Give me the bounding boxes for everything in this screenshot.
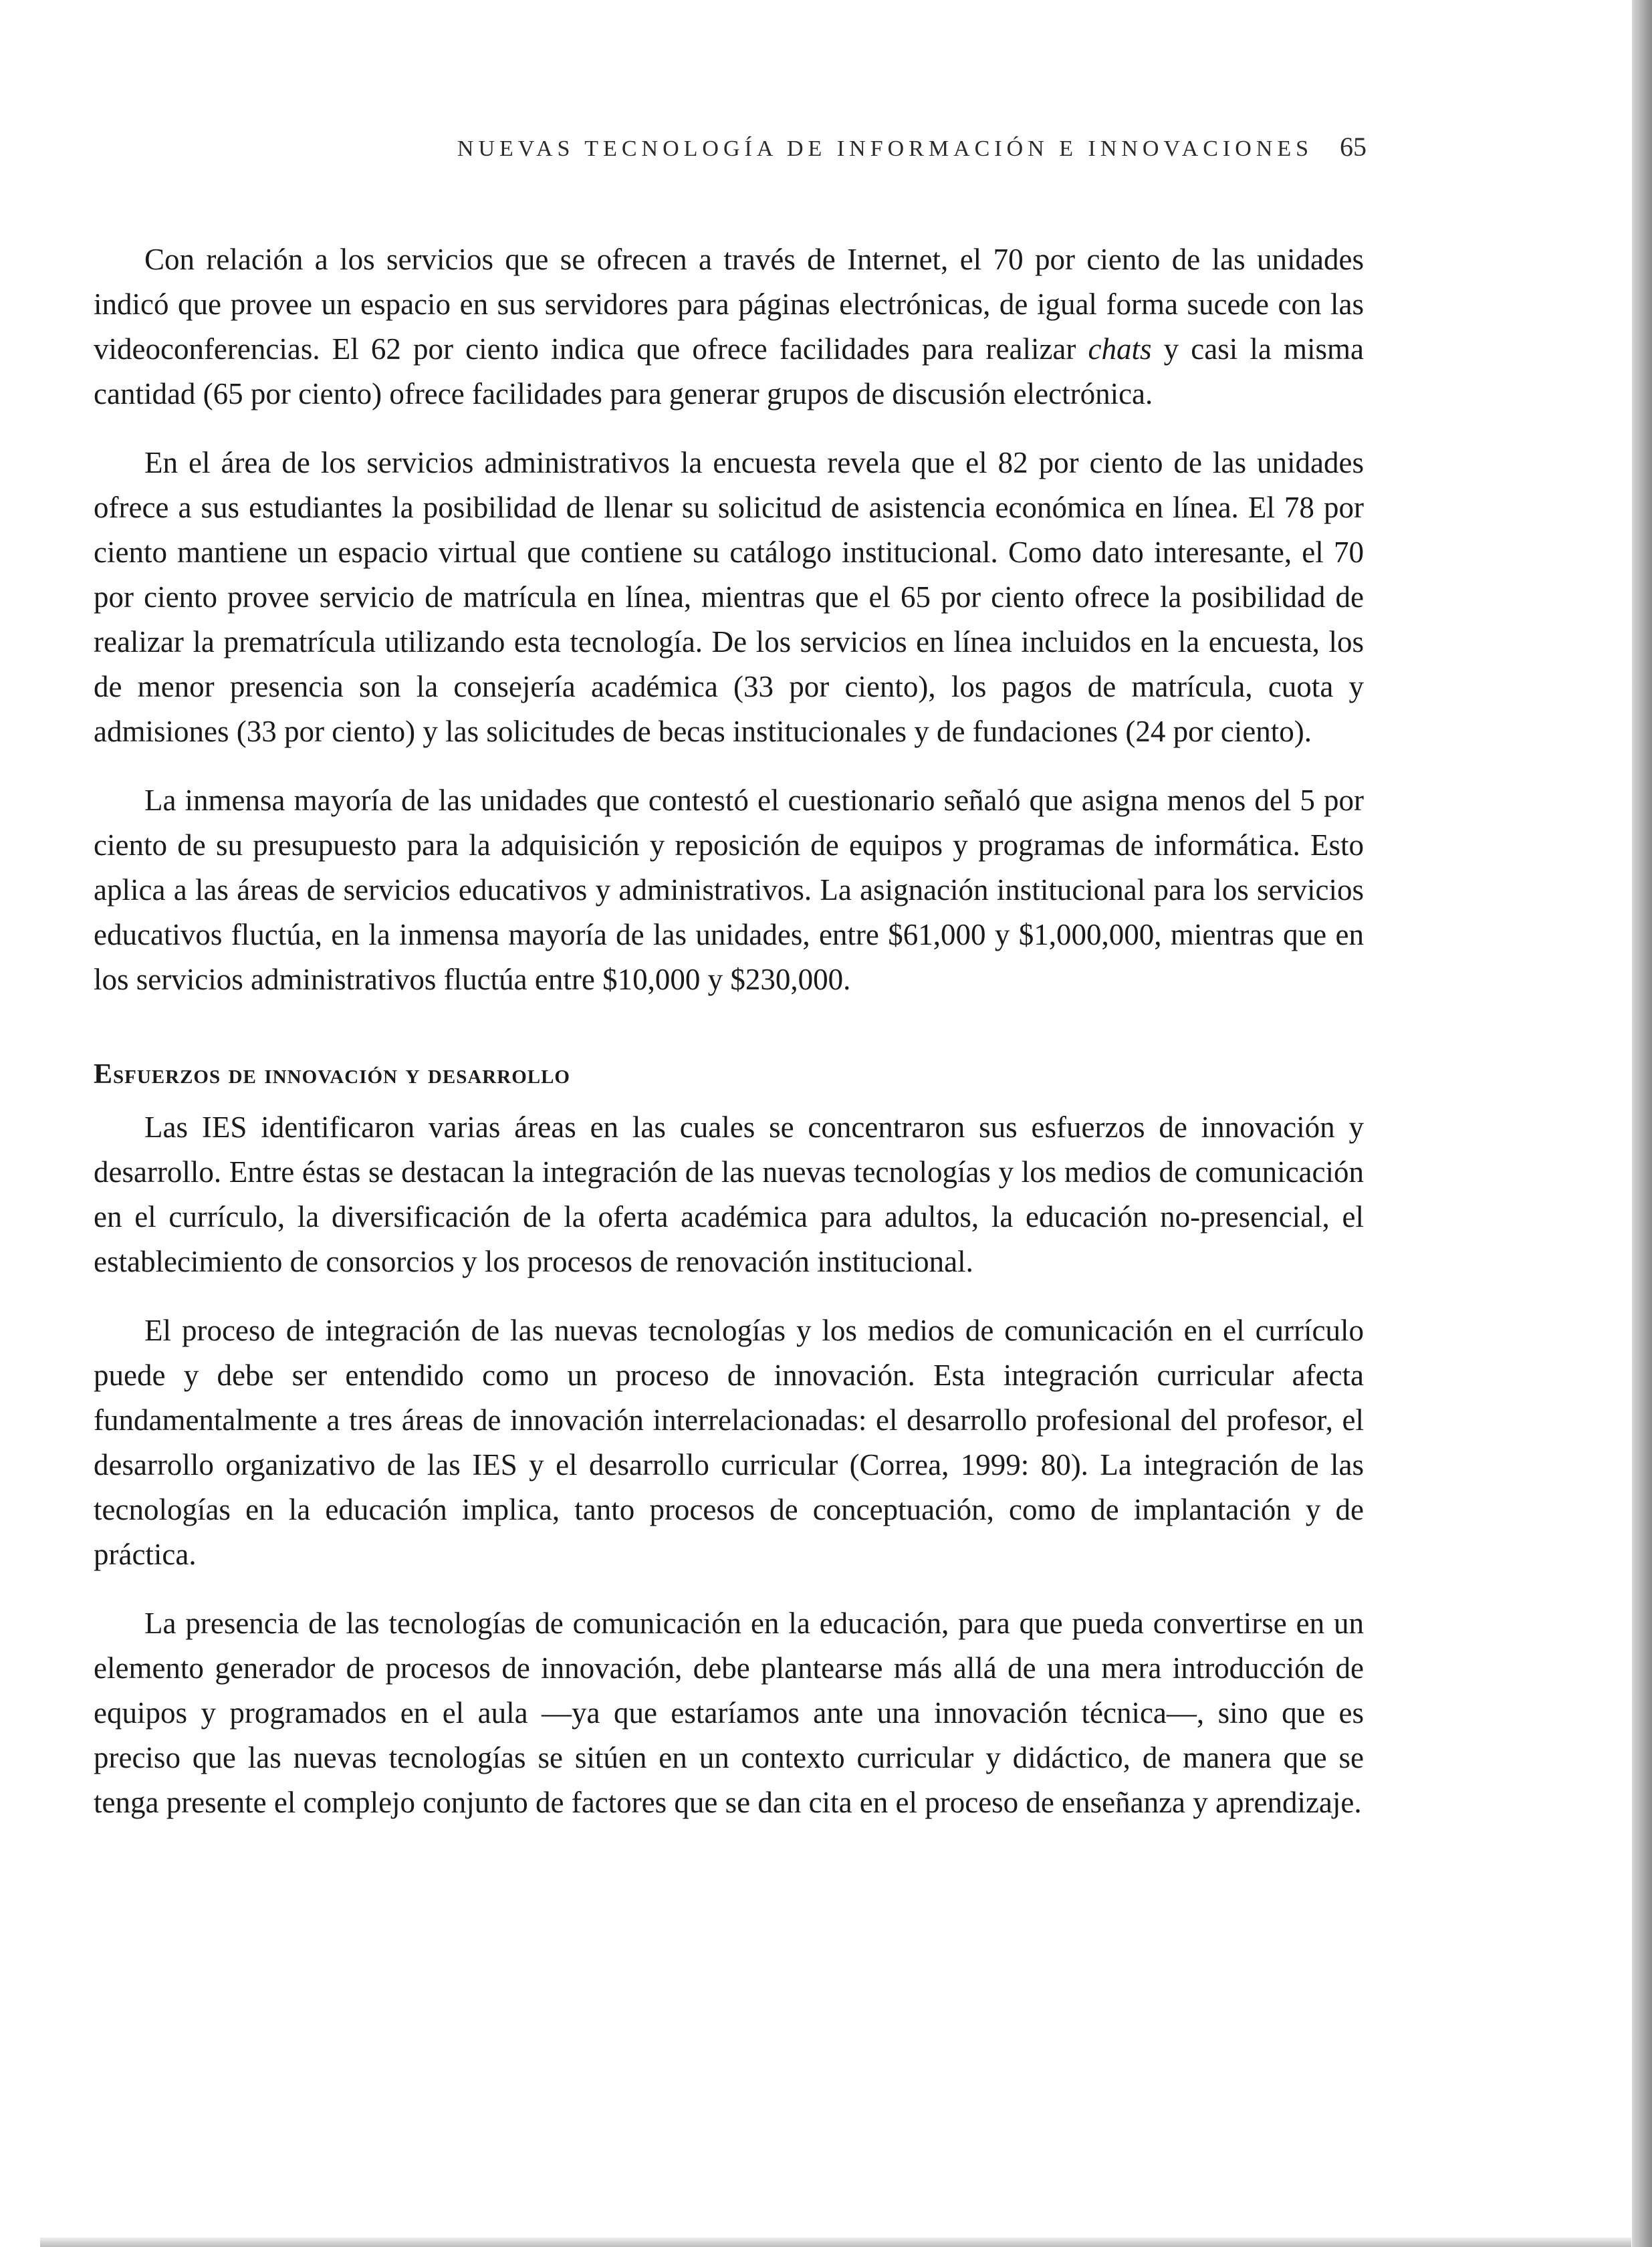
paragraph-budget: La inmensa mayoría de las unidades que contestó el cuestionario señaló que asigna menos del 5 por ciento de su presupuesto para la adquisición y reposición de equipos y programas de informática. Esto aplica a las áreas de servicios educativos y administrativos. La asignación institucional para los servicios educativos fluctúa, en la inmensa mayoría de las unidades, entre $61,000 y $1,000,000, mientras que en los servicios administrativos fluctúa entre $10,000 y $230,000. [94,784,1364,996]
paragraph-technology-presence: La presencia de las tecnologías de comunicación en la educación, para que pueda convertirse en un elemento generador de procesos de innovación, debe plantearse más allá de una mera introducción de equipos y programados en el aula —ya que estaríamos ante una innovación técnica—, sino que es preciso que las nuevas tecnologías se sitúen en un contexto curricular y didáctico, de manera que se tenga presente el complejo conjunto de factores que se dan cita en el proceso de enseñanza y aprendizaje. [94,1607,1364,1819]
page-edge-shadow [1632,0,1652,2247]
page-body [94,237,1364,1849]
running-title: NUEVAS TECNOLOGÍA DE INFORMACIÓN E INNOVACIONES [457,136,1313,161]
section-heading: Esfuerzos de innovación y desarrollo [94,1059,570,1090]
paragraph-administrative-services: En el área de los servicios administrativos la encuesta revela que el 82 por ciento de las unidades ofrece a sus estudiantes la posibilidad de llenar su solicitud de asistencia económica en línea. El 78 por ciento mantiene un espacio virtual que contiene su catálogo institucional. Como dato interesante, el 70 por ciento provee servicio de matrícula en línea, mientras que el 65 por ciento ofrece la posibilidad de realizar la prematrícula utilizando esta tecnología. De los servicios en línea incluidos en la encuesta, los de menor presencia son la consejería académica (33 por ciento), los pagos de matrícula, cuota y admisiones (33 por ciento) y las solicitudes de becas institucionales y de fundaciones (24 por ciento). [94,446,1364,748]
paragraph-integration-process: El proceso de integración de las nuevas tecnologías y los medios de comunicación en el currículo puede y debe ser entendido como un proceso de innovación. Esta integración curricular afecta fundamentalmente a tres áreas de innovación interrelacionadas: el desarrollo profesional del profesor, el desarrollo organizativo de las IES y el desarrollo curricular (Correa, 1999: 80). La integración de las tecnologías en la educación implica, tanto procesos de conceptuación, como de implantación y de práctica. [94,1314,1364,1571]
page-number: 65 [1340,132,1367,162]
italic-term: chats [1088,332,1152,366]
page-bottom-edge [40,2238,1631,2247]
paragraph-internet-services: Con relación a los servicios que se ofrecen a través de Internet, el 70 por ciento de las unidades indicó que provee un espacio en sus servidores para páginas electrónicas, de igual forma sucede con las videoconferencias. El 62 por ciento indica que ofrece facilidades para realizar chats y casi la misma cantidad (65 por ciento) ofrece facilidades para generar grupos de discusión electrónica. [94,243,1365,410]
running-header [94,131,1367,162]
paragraph-innovation-areas: Las IES identificaron varias áreas en las cuales se concentraron sus esfuerzos de innovación y desarrollo. Entre éstas se destacan la integración de las nuevas tecnologías y los medios de comunicación en el currículo, la diversificación de la oferta académica para adultos, la educación no-presencial, el establecimiento de consorcios y los procesos de renovación institucional. [94,1110,1364,1278]
